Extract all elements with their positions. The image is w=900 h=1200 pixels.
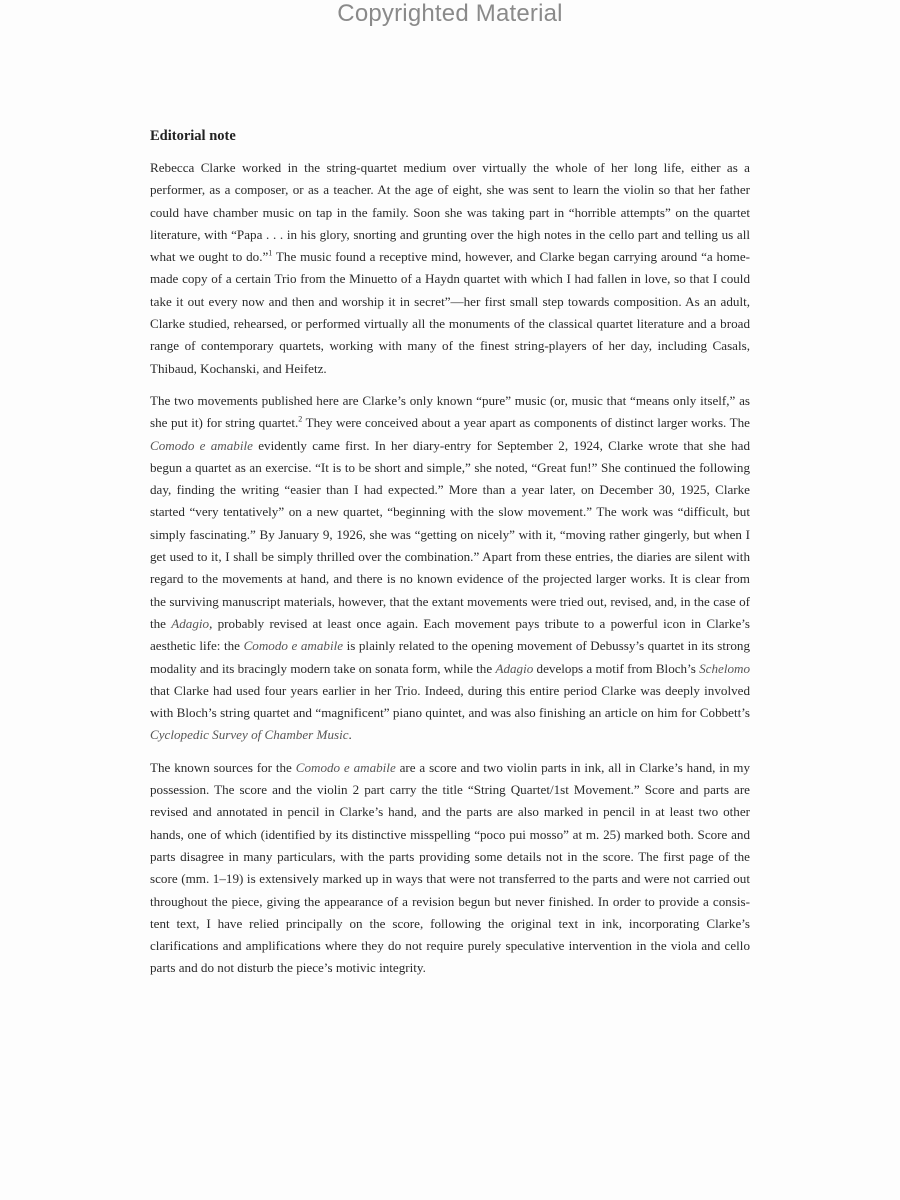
text-run: , probably revised at least once again. Each movement pays tribute to a powerful icon in Clarke’s aesthetic life: the [150, 615, 750, 654]
text-run: The known sources for the [150, 759, 296, 775]
italic-title: Adagio [171, 615, 210, 631]
italic-title: Cyclopedic Survey of Chamber Music [150, 727, 349, 743]
copyright-watermark: Copyrighted Material [337, 0, 563, 27]
paragraph-2 [150, 390, 750, 747]
text-run: evidently came first. In her diary-entry for September 2, 1924, Clarke wrote that she had begun a quartet as an exercise. “It is to be short and simple,” she noted, “Great fun!” She continued the following day, finding the writing “easier than I had expected.” More than a year later, on December 30, 1925, Clarke started “very tentatively” on a new quartet, “beginning with the slow movement.” The work was “difficult, but simply fascinating.” By January 9, 1926, she was “getting on nicely” with it, “moving rather gingerly, but when I get used to it, I shall be simply thrilled over the combination.” Apart from these entries, the diaries are silent with regard to the movements at hand, and there is no known evidence of the projected larger works. It is clear from the surviving manuscript materials, however, that the extant movements were tried out, revised, and, in the case of the [150, 437, 751, 631]
text-run: The music found a receptive mind, however, and Clarke began carrying around “a home-made copy of a certain Trio from the Minuetto of a Haydn quartet with which I had fallen in love, so that I could take it out every now and then and worship it in secret”—her first small step towards composition. As an adult, Clarke studied, rehearsed, or performed virtually all the monuments of the classical quartet literature and a broad range of contemporary quartets, working with many of the finest string-players of her day, including Casals, Thibaud, Kochanski, and Heifetz. [150, 249, 750, 376]
text-run: . [348, 727, 352, 743]
text-run: The two movements published here are Clarke’s only known “pure” music (or, music that “means only itself,” as she put it) for string quartet. [150, 392, 750, 431]
text-run: is plainly related to the opening movement of Debussy’s quartet in its strong modality and its bracingly modern take on sonata form, while the [150, 638, 750, 676]
italic-title: Schelomo [699, 660, 751, 676]
text-run: develops a motif from Bloch’s [533, 660, 700, 676]
paragraph-3 [150, 757, 750, 980]
italic-title: Comodo e amabile [295, 759, 396, 775]
text-run: They were conceived about a year apart as components of distinct larger works. The [302, 415, 750, 431]
text-run: Rebecca Clarke worked in the string-quartet medium over virtually the whole of her long life, either as a performer, as a composer, or as a teacher. At the age of eight, she was sent to learn the violin so that her father could have chamber music on tap in the family. Soon she was taking part in “horrible attempts” on the quartet literature, with “Papa . . . in his glory, snorting and grunting over the high notes in the cello part and telling us all what we ought to do.” [150, 160, 750, 265]
text-run: that Clarke had used four years earlier in her Trio. Indeed, during this entire period Clarke was deeply involved with Bloch’s string quartet and “magnificent” piano quintet, and was also finishing an article on him for Cobbett’s [150, 682, 750, 721]
paragraph-1 [150, 157, 750, 380]
italic-title: Adagio [495, 660, 534, 676]
editorial-note-section [150, 128, 750, 990]
text-run: are a score and two violin parts in ink, all in Clarke’s hand, in my possession. The score and the violin 2 part carry the title “String Quartet/1st Movement.” Score and parts are revised and annotated in pencil in Clarke’s hand, and the parts are also marked in pencil in at least two other hands, one of which (identified by its distinctive misspelling “poco pui mosso” at m. 25) marked both. Score and parts disagree in many particulars, with the parts providing some details not in the score. The first page of the score (mm. 1–19) is extensively marked up in ways that were not transferred to the parts and were not carried out throughout the piece, giving the appearance of a revision begun but never finished. In order to provide a consistent text, I have relied principally on the score, following the original text in ink, incorporating Clarke’s clarifications and amplifications where they do not require purely speculative intervention in the viola and cello parts and do not disturb the piece’s motivic integrity. [150, 759, 750, 976]
footnote-ref: 2 [298, 414, 303, 424]
italic-title: Comodo e amabile [150, 437, 253, 453]
section-heading: Editorial note [150, 128, 236, 144]
footnote-ref: 1 [268, 248, 273, 258]
italic-title: Comodo e amabile [243, 638, 344, 654]
